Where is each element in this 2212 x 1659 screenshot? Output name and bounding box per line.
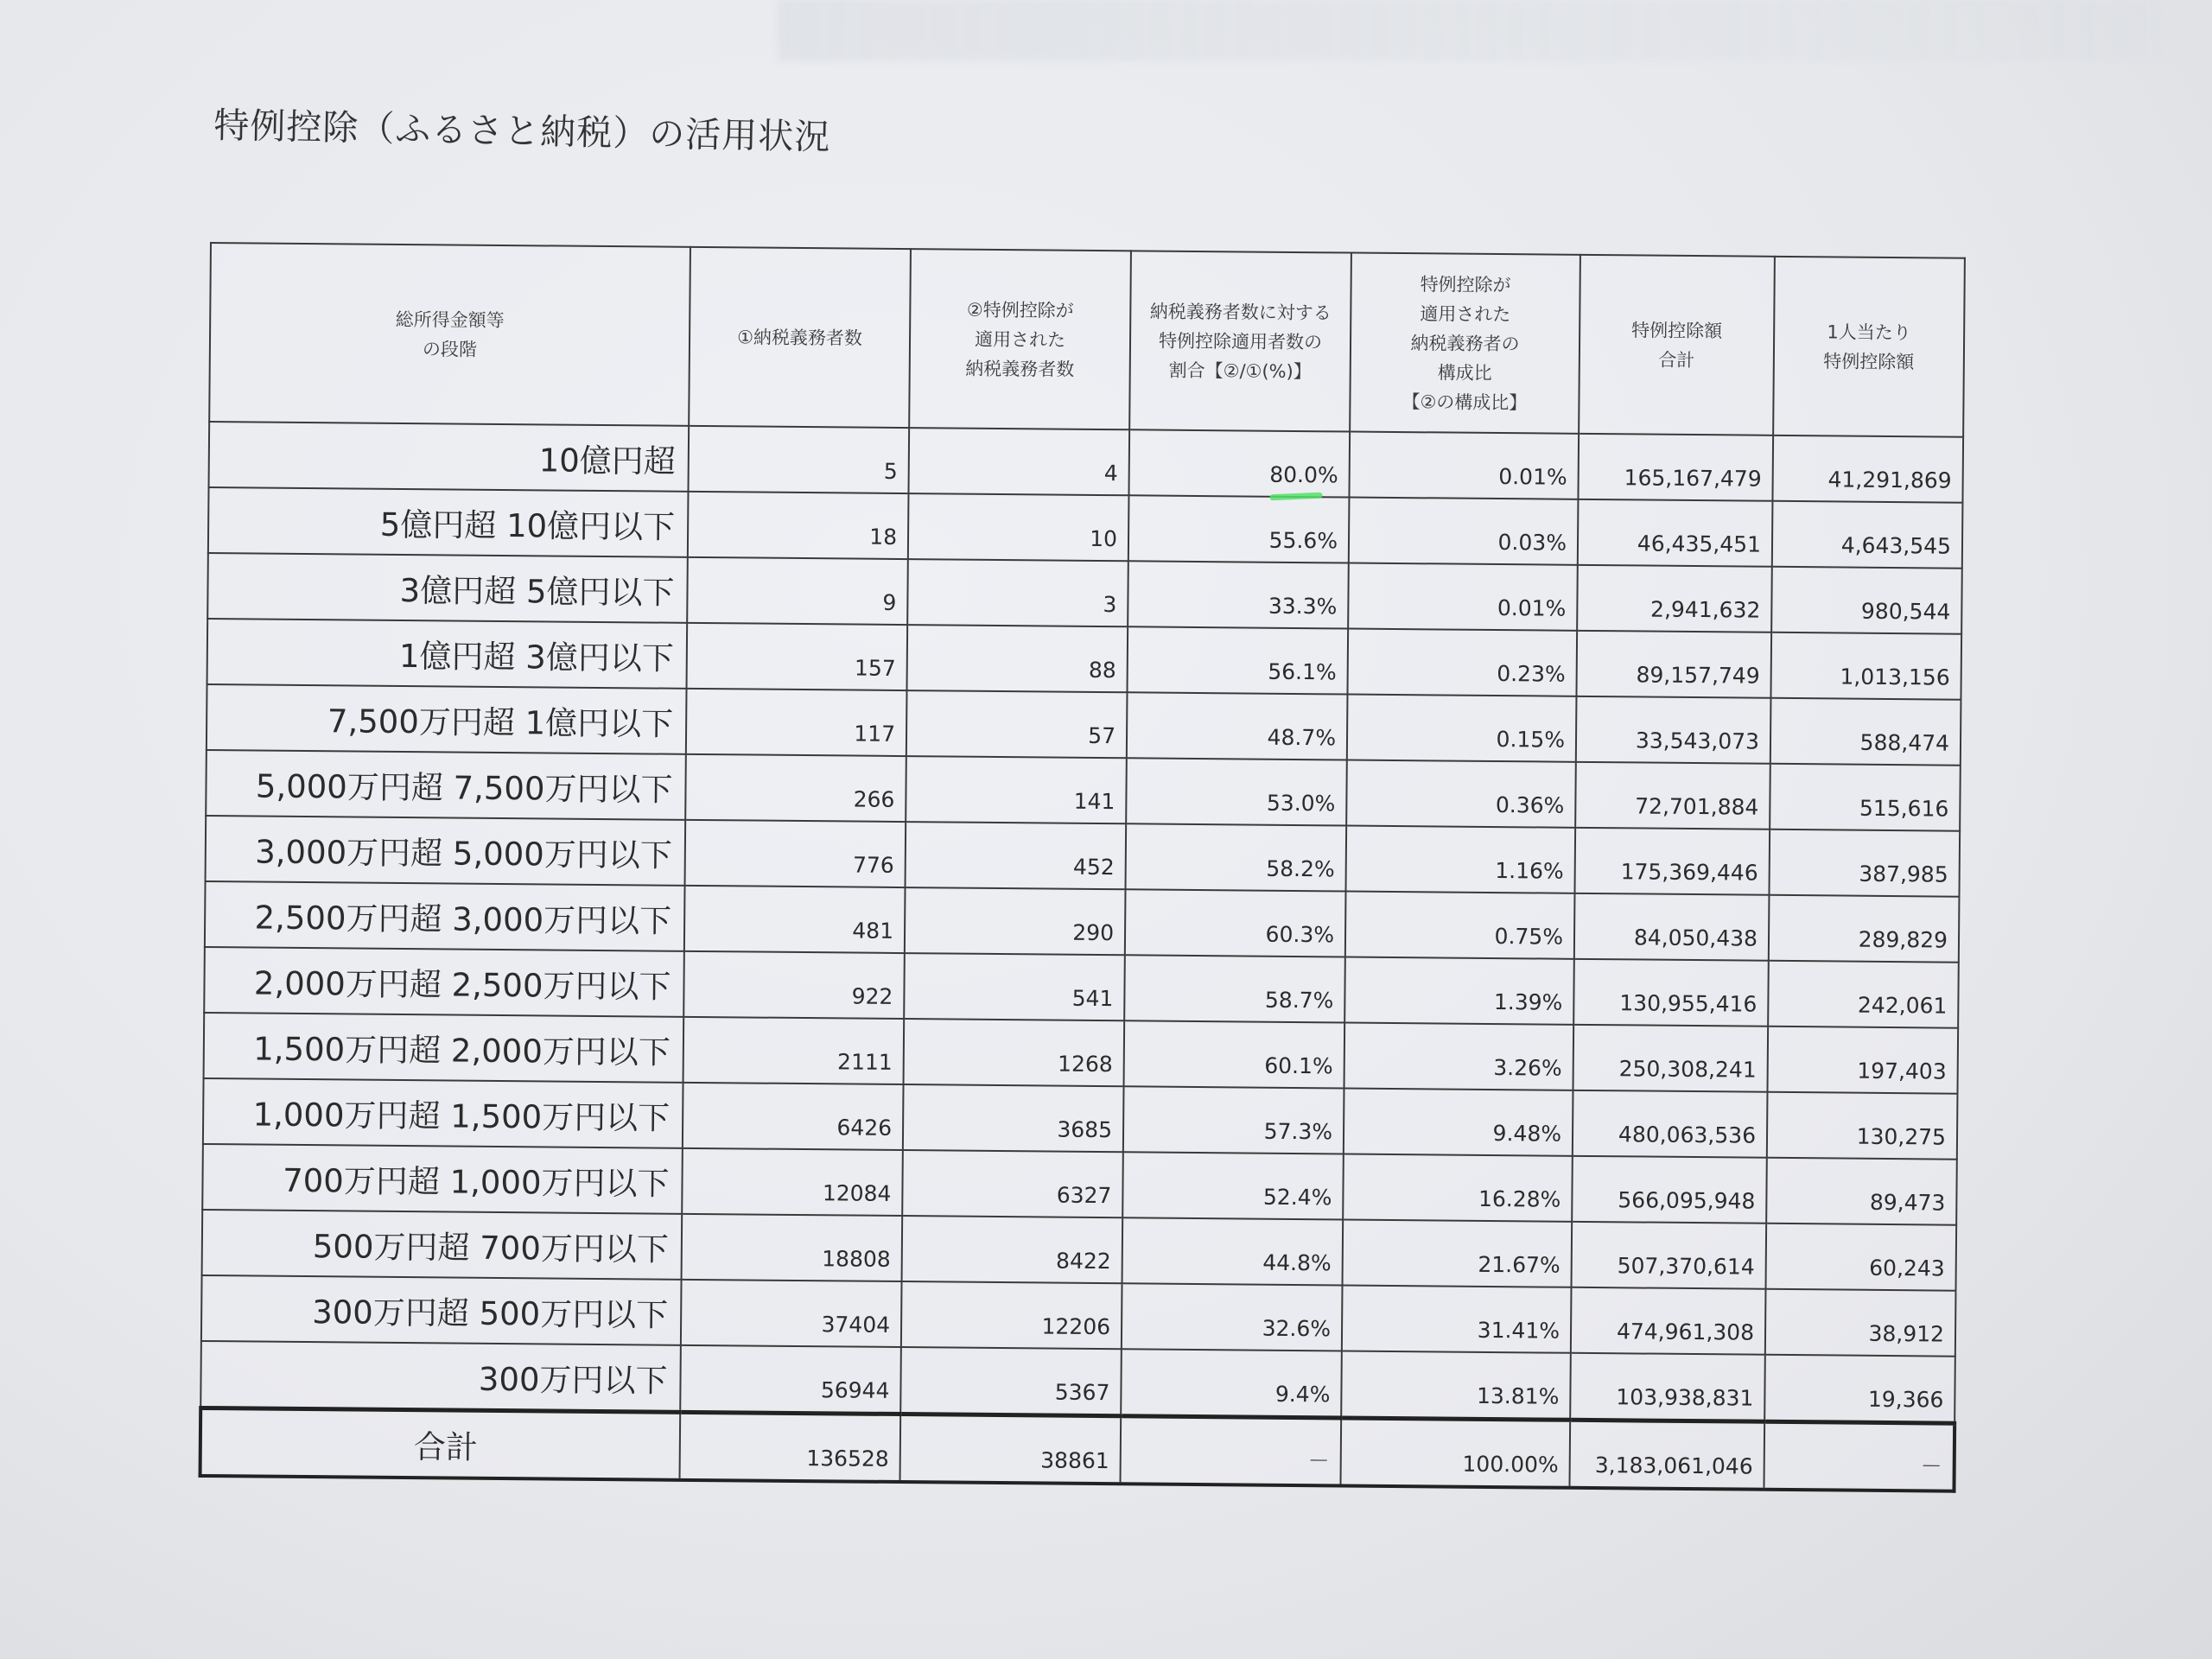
taxpayers-cell: 776 <box>685 820 906 887</box>
income-band-cell: 10億円超 <box>209 422 690 492</box>
total-cell: 474,961,308 <box>1571 1287 1766 1355</box>
taxpayers-cell: 6426 <box>683 1083 904 1150</box>
header-applied: ②特例控除が 適用された 納税義務者数 <box>909 249 1131 429</box>
header-taxpayers: ①納税義務者数 <box>689 247 911 428</box>
per-person-cell: 130,275 <box>1767 1092 1958 1160</box>
ratio-cell: 9.4% <box>1121 1349 1342 1418</box>
per-person-cell: 387,985 <box>1769 830 1960 897</box>
total-cell: 566,095,948 <box>1572 1156 1767 1224</box>
taxpayers-cell: 2111 <box>683 1017 905 1084</box>
taxpayers-cell: 18 <box>688 492 909 559</box>
applied-cell: 3 <box>907 559 1128 626</box>
share-cell: 0.75% <box>1345 892 1575 959</box>
total-cell: 84,050,438 <box>1574 893 1770 961</box>
ratio-cell: 58.7% <box>1124 955 1345 1022</box>
applied-cell: 57 <box>906 690 1128 758</box>
income-band-cell: 3億円超 5億円以下 <box>207 553 688 623</box>
share-cell: 0.15% <box>1347 695 1577 762</box>
income-band-cell: 7,500万円超 1億円以下 <box>207 684 687 754</box>
ratio-cell: － <box>1120 1416 1341 1486</box>
share-cell: 0.01% <box>1349 432 1579 499</box>
income-band-cell: 5,000万円超 7,500万円以下 <box>206 750 686 820</box>
per-person-cell: 515,616 <box>1770 764 1961 831</box>
header-row <box>209 243 1965 437</box>
per-person-cell: 89,473 <box>1766 1158 1957 1225</box>
ratio-cell: 44.8% <box>1122 1217 1344 1285</box>
taxpayers-cell: 481 <box>684 886 906 953</box>
income-band-cell: 2,000万円超 2,500万円以下 <box>204 947 684 1017</box>
applied-cell: 88 <box>907 625 1128 692</box>
share-cell: 100.00% <box>1340 1418 1570 1488</box>
share-cell: 0.23% <box>1347 629 1577 696</box>
taxpayers-cell: 117 <box>686 689 907 756</box>
share-cell: 3.26% <box>1344 1023 1574 1090</box>
income-band-cell: 1億円超 3億円以下 <box>207 619 688 689</box>
applied-cell: 12206 <box>901 1281 1122 1349</box>
header-ratio: 納税義務者数に対する 特例控除適用者数の 割合【②/①(%)】 <box>1129 251 1351 431</box>
bleed-through-text <box>778 0 2160 60</box>
income-band-cell: 1,000万円超 1,500万円以下 <box>203 1078 683 1148</box>
per-person-cell: 4,643,545 <box>1772 501 1963 569</box>
total-cell: 2,941,632 <box>1577 565 1772 632</box>
total-cell: 33,543,073 <box>1576 696 1771 764</box>
ratio-cell: 56.1% <box>1127 626 1348 694</box>
income-band-cell: 300万円超 500万円以下 <box>201 1275 682 1345</box>
per-person-cell: 197,403 <box>1767 1027 1958 1094</box>
total-cell: 3,183,061,046 <box>1569 1420 1764 1489</box>
share-cell: 1.39% <box>1344 957 1574 1025</box>
taxpayers-cell: 9 <box>687 557 908 625</box>
total-cell: 72,701,884 <box>1575 762 1770 830</box>
share-cell: 1.16% <box>1345 826 1575 893</box>
taxpayers-cell: 266 <box>685 754 906 822</box>
income-band-cell: 1,500万円超 2,000万円以下 <box>204 1013 684 1083</box>
income-band-cell: 300万円以下 <box>200 1341 681 1412</box>
table-container <box>199 242 1963 1493</box>
income-band-cell: 3,000万円超 5,000万円以下 <box>206 816 686 886</box>
taxpayers-cell: 922 <box>683 951 905 1019</box>
total-cell: 165,167,479 <box>1578 434 1773 501</box>
applied-cell: 3685 <box>903 1084 1124 1152</box>
ratio-cell: 53.0% <box>1126 758 1347 825</box>
income-band-cell: 5億円超 10億円以下 <box>208 487 689 557</box>
total-row <box>200 1408 1955 1491</box>
applied-cell: 290 <box>905 887 1126 955</box>
share-cell: 21.67% <box>1343 1219 1573 1287</box>
income-band-cell: 2,500万円超 3,000万円以下 <box>205 881 685 951</box>
share-cell: 13.81% <box>1341 1351 1571 1420</box>
applied-cell: 10 <box>908 493 1129 561</box>
income-band-cell: 700万円超 1,000万円以下 <box>202 1144 683 1214</box>
total-cell: 103,938,831 <box>1570 1353 1765 1421</box>
per-person-cell: 588,474 <box>1770 698 1961 766</box>
per-person-cell: 289,829 <box>1769 895 1960 963</box>
per-person-cell: － <box>1764 1421 1955 1491</box>
taxpayers-cell: 12084 <box>682 1148 903 1216</box>
total-cell: 480,063,536 <box>1573 1090 1768 1158</box>
total-cell: 175,369,446 <box>1574 828 1770 895</box>
taxpayers-cell: 56944 <box>680 1345 901 1414</box>
taxpayers-cell: 18808 <box>682 1214 903 1281</box>
applied-cell: 8422 <box>902 1216 1123 1283</box>
applied-cell: 1268 <box>904 1019 1125 1086</box>
usage-table <box>199 242 1967 1493</box>
applied-cell: 38861 <box>900 1414 1122 1484</box>
ratio-cell: 60.1% <box>1124 1020 1345 1088</box>
ratio-cell: 58.2% <box>1126 823 1347 891</box>
per-person-cell: 980,544 <box>1771 567 1962 634</box>
taxpayers-cell: 157 <box>687 623 908 690</box>
applied-cell: 541 <box>904 953 1125 1020</box>
share-cell: 0.01% <box>1348 563 1578 631</box>
taxpayers-cell: 37404 <box>681 1280 902 1347</box>
share-cell: 31.41% <box>1342 1285 1572 1352</box>
share-cell: 0.03% <box>1349 498 1579 565</box>
taxpayers-cell: 136528 <box>680 1412 901 1482</box>
per-person-cell: 19,366 <box>1764 1355 1955 1423</box>
ratio-cell: 32.6% <box>1122 1283 1343 1351</box>
taxpayers-cell: 5 <box>689 426 910 493</box>
ratio-cell: 48.7% <box>1127 692 1348 760</box>
applied-cell: 5367 <box>900 1347 1122 1416</box>
applied-cell: 4 <box>908 428 1129 495</box>
total-cell: 46,435,451 <box>1578 499 1773 567</box>
share-cell: 0.36% <box>1346 760 1576 828</box>
applied-cell: 452 <box>906 822 1127 889</box>
income-band-cell: 合計 <box>200 1408 681 1479</box>
per-person-cell: 1,013,156 <box>1770 632 1961 700</box>
per-person-cell: 242,061 <box>1768 961 1959 1028</box>
per-person-cell: 38,912 <box>1765 1289 1956 1357</box>
ratio-cell: 60.3% <box>1125 889 1346 957</box>
applied-cell: 6327 <box>902 1150 1123 1217</box>
per-person-cell: 41,291,869 <box>1772 435 1963 503</box>
header-total: 特例控除額 合計 <box>1579 255 1775 435</box>
document-title: 特例控除（ふるさと納税）の活用状況 <box>213 104 831 158</box>
ratio-cell: 33.3% <box>1128 561 1349 628</box>
share-cell: 16.28% <box>1343 1154 1573 1221</box>
total-cell: 130,955,416 <box>1573 959 1769 1027</box>
total-cell: 507,370,614 <box>1572 1222 1767 1289</box>
table-body <box>200 422 1964 1491</box>
header-income-band: 総所得金額等 の段階 <box>209 243 690 426</box>
per-person-cell: 60,243 <box>1765 1224 1956 1291</box>
total-cell: 250,308,241 <box>1573 1025 1768 1092</box>
total-cell: 89,157,749 <box>1576 631 1771 698</box>
ratio-cell: 57.3% <box>1123 1086 1344 1154</box>
income-band-cell: 500万円超 700万円以下 <box>202 1210 683 1280</box>
ratio-cell: 52.4% <box>1122 1152 1344 1219</box>
header-per-person: 1人当たり 特例控除額 <box>1773 257 1965 437</box>
ratio-cell: 55.6% <box>1128 495 1350 563</box>
header-share: 特例控除が 適用された 納税義務者の 構成比 【②の構成比】 <box>1350 253 1580 434</box>
share-cell: 9.48% <box>1344 1088 1573 1155</box>
ratio-cell: 80.0% <box>1128 429 1350 497</box>
applied-cell: 141 <box>906 756 1127 823</box>
